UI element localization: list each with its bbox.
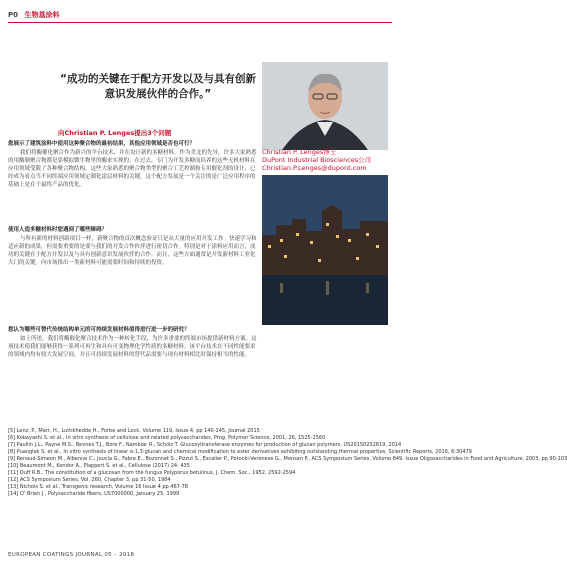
author-card: [262, 148, 371, 172]
question-1: 您展示了建筑涂料中使用这种聚合物的最初结果，其他应用领域是否也可行？: [8, 141, 196, 147]
reference-item: [6] Kobayashi S. et al., In vitro synthesis of cellulose and related polysaccharides, Prog. Polymer Science, 2001, 26, 1525-1560: [8, 435, 326, 441]
page-number: P0: [8, 11, 19, 19]
pull-quote: “成功的关键在于配方开发以及与具有创新意识发展伙伴的合作。”: [60, 73, 256, 100]
reference-item: [14] O’ Brien J., Polysaccharide fibers, US7000000, January 25, 1999: [8, 491, 180, 497]
qa-block-2: [8, 226, 258, 273]
reference-item: [5] Lenz, P., Marr, H., Luttikhedde H., Forbe and Lock, Volume 119, Issue 4, pp 140-145, Journal 2015: [8, 428, 260, 434]
city-night-photo: [262, 175, 388, 325]
answer-3: 如上所述，我们将酶催化聚合技术作为一种转化手段，为许多重要的终端市场提供新材料方案。这项技术使我们能够获得一系列可再生和具有可变物理化学性质的多糖材料。该平台技术在不同性能要求的领域内均有较大发展空间，并且可持续发展材料的替代品需要与现有材料相比时保持相当的性能。: [8, 336, 257, 358]
qa-block-3: [8, 326, 258, 365]
portrait-illustration: [262, 62, 388, 150]
author-org: DuPont Industrial Biosciences公司: [262, 156, 372, 164]
reference-item: [9] Renaud-Simeon M., Albenne C., Joucla G., Fabre E., Bozonnet S., Pizzut S., Escalier P., Potocki-Veronese G., Monsan P., ACS Symposium Series, Volume 849, Issue Oligosaccharides in Food and Agriculture, 2003, pp 90-103: [8, 456, 567, 462]
author-email: Christian.P.Lenges@dupont.com: [262, 164, 367, 172]
reference-item: [10] Beaumont M., Kondor A., Plappert S. et al., Cellulose (2017) 24: 435: [8, 463, 190, 469]
question-2: 使用人造多糖材料时您遇到了哪些障碍？: [8, 227, 108, 233]
reference-item: [13] Nichols S. et al., Transgenic research, Volume 16 Issue 4 pp 467-78: [8, 484, 188, 490]
reference-item: [12] ACS Symposium Series, Vol. 260, Chapter 3, pp 31-50, 1984: [8, 477, 171, 483]
reference-item: [7] Paullin J.L., Payne M.S., Bevnes T.J., Bore F., Nambiar R., Scholz T. Glucosyltransferase enzymes for production of glucan polymers, US20150232819, 2014: [8, 442, 402, 448]
author-name: Christian P. Lenges博士: [262, 148, 337, 156]
page-footer: EUROPEAN COATINGS JOURNAL 05 – 2018: [8, 552, 135, 558]
portrait-photo: [262, 62, 388, 150]
running-header: [8, 10, 59, 20]
answer-1: 我们将酶催化聚合作为新兴的平台技术，并在设计新的多糖材料。作为美北的先导，许多大家熟悉的用酶制聚合物都是靠模拟微生物里的酶来实现的。在过去，专门为开发多糖而培养的这些无机材料在应用领域受限了各种聚合物结构。这些大家熟悉的聚合物类型的聚合工艺控制和专用催化剂的设计，已经成为看点当不同终端应用领域定制化涂层材料的关键，这个配方发展是一个关注的是广泛应用程序的基础上是在于最终产品的优化。: [8, 150, 257, 188]
reference-item: [11] Duff R.B., The constitution of a glucosan from the fungus Polyporus betulinus, J. Chem. Soc., 1952, 2592-2594: [8, 470, 296, 476]
section-title: 生物基涂料: [24, 11, 60, 19]
header-rule: [8, 22, 392, 23]
city-illustration: [262, 175, 388, 325]
qa-block-1: [8, 140, 258, 195]
interview-byline: 向Christian P. Lenges提出3个问题: [58, 129, 172, 137]
references-list: [8, 428, 567, 498]
reference-item: [8] Puanglek S. et al., In vitro synthesis of linear α-1,3-glucan and chemical modification to ester derivatives exhibiting outstanding thermal properties, Scientific Reports, 2016, 6:30479: [8, 449, 472, 455]
answer-2: 与所有新的材料创新项目一样，新聚合物的首次概念验证只是从大量的应用开发工作。快速学习和适应新的成果，但需要重要的是要与我们的开发合作伙伴进行密切合作。特别是对于涂料应用而言，成功的关键在于配方开发以及与具有创新意识发展伙伴的合作。而且，这些方面通常是开发新材料工业化大门的关键。向市场推出一类新材料可能需要时间和持续的投资。: [8, 236, 257, 266]
question-3: 您认为哪些可替代传统结构单元的可持续发展材料值得进行进一步的研究？: [8, 327, 190, 333]
